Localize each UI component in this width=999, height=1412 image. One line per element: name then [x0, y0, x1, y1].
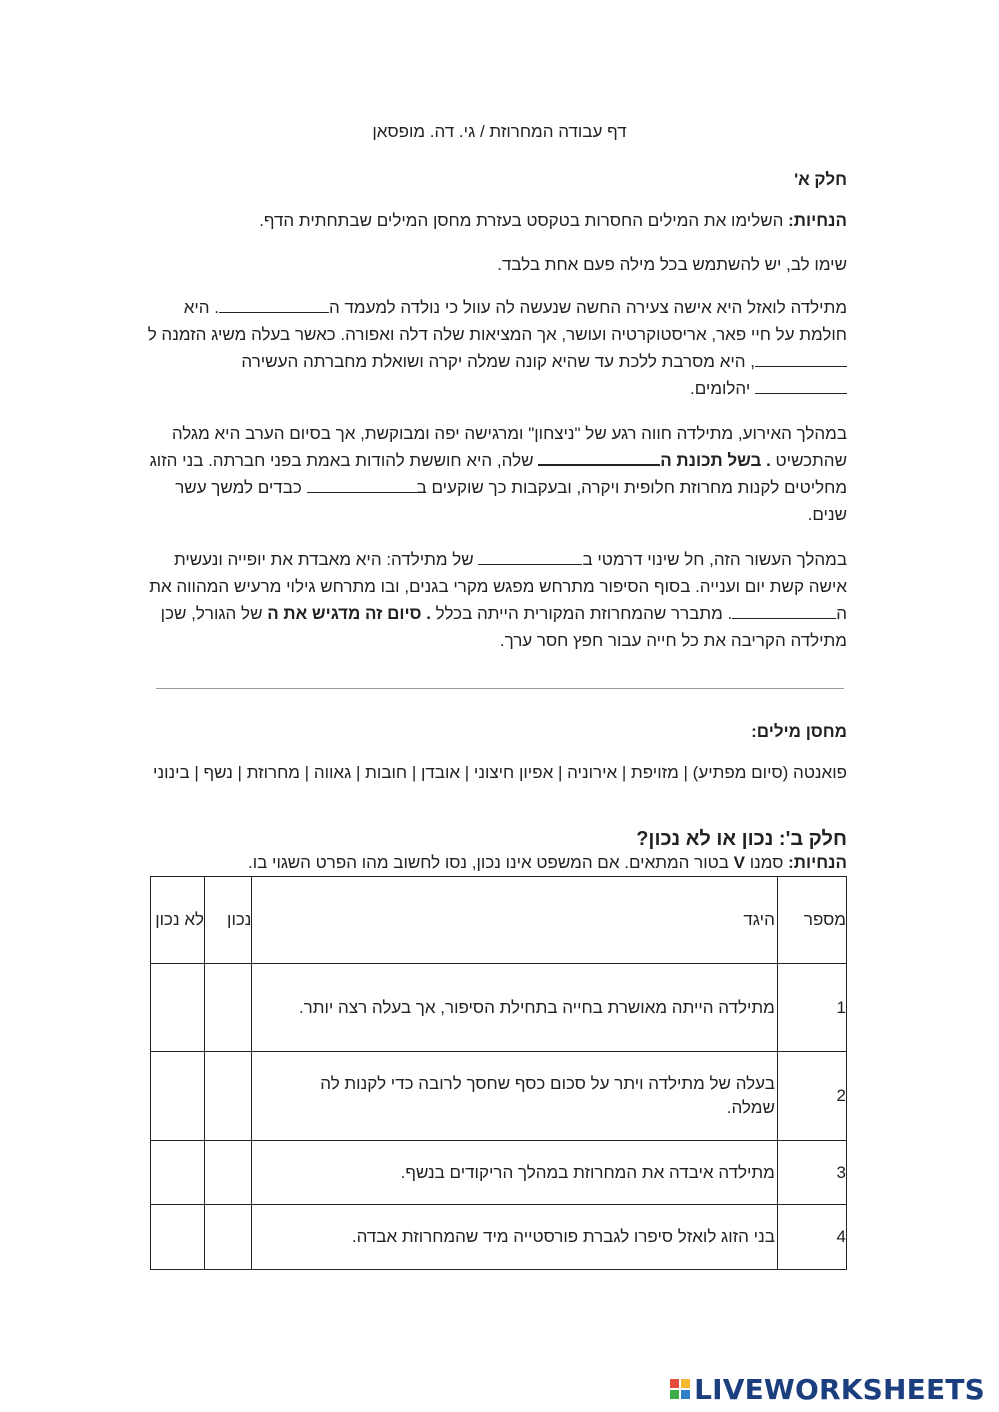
part-a-instructions [147, 207, 847, 234]
blank-4[interactable] [538, 448, 660, 466]
liveworksheets-logo [670, 1374, 985, 1404]
part-b-instructions [127, 851, 847, 875]
blank-7[interactable] [732, 602, 836, 619]
p2-bold-text: . בשל תכונת ה [660, 451, 771, 470]
true-cell[interactable] [205, 1052, 252, 1141]
column-header-false: לא נכון [151, 877, 205, 964]
part-a-note: שימו לב, יש להשתמש בכל מילה פעם אחת בלבד. [497, 255, 847, 274]
blank-5[interactable] [307, 476, 417, 493]
logo-text: LIVEWORKSHEETS [694, 1372, 985, 1406]
false-cell[interactable] [151, 1141, 205, 1205]
logo-square [670, 1390, 679, 1399]
table-row [151, 1205, 847, 1270]
true-cell[interactable] [205, 964, 252, 1052]
table-header-row [151, 877, 847, 964]
row-statement: מתילדה איבדה את המחרוזת במהלך הריקודים בנשף. [252, 1141, 777, 1205]
logo-square [670, 1379, 679, 1388]
false-cell[interactable] [151, 964, 205, 1052]
instructions-label: הנחיות: [788, 853, 847, 872]
blank-1[interactable] [219, 296, 329, 313]
part-a-heading: חלק א' [794, 170, 847, 189]
instructions-text: בטור המתאים. אם המשפט אינו נכון, נסו לחשוב מהו הפרט השגוי בו. [248, 853, 734, 872]
true-cell[interactable] [205, 1141, 252, 1205]
row-number: 3 [777, 1141, 846, 1205]
instructions-text: סמנו [745, 853, 789, 872]
p1-text: יהלומים. [689, 379, 755, 398]
false-cell[interactable] [151, 1205, 205, 1270]
word-bank-heading: מחסן מילים: [751, 722, 847, 741]
row-number: 1 [777, 964, 846, 1052]
instructions-label: הנחיות: [788, 211, 847, 230]
p2-text: שלה, היא חוששת להודות באמת בפני חברתה. בני הזוג מחליטים לקנות מחרוזת חלופית ויקרה, ובעקבות כך שוקעים ב [149, 451, 847, 497]
check-mark-symbol: V [733, 853, 745, 872]
logo-square [681, 1390, 690, 1399]
p3-text: . מתברר שהמחרוזת המקורית הייתה בכלל [430, 604, 733, 623]
row-statement: בעלה של מתילדה ויתר על סכום כסף שחסך לרובה כדי לקנות לה שמלה. [252, 1052, 777, 1141]
word-bank-list: פואנטה (סיום מפתיע) | מזויפת | אירוניה | אפיון חיצוני | אובדן | חובות | גאווה | מחרוזת | נשף | בינוני [153, 763, 847, 782]
paragraph-1 [147, 294, 847, 402]
p2-text: כבדים למשך עשר שנים. [175, 478, 847, 524]
true-cell[interactable] [205, 1205, 252, 1270]
blank-6[interactable] [478, 548, 582, 565]
logo-mark-icon [670, 1379, 690, 1399]
paragraph-3 [147, 546, 847, 654]
p2-text: במהלך האירוע, מתילדה חווה רגע של "ניצחון" ומרגישה יפה ומבוקשת, אך בסיום הערב היא מגלה שהתכשיט [171, 424, 847, 470]
blank-3[interactable] [755, 377, 847, 394]
p3-bold-text: . סיום זה מדגיש את ה [267, 604, 431, 623]
paragraph-2 [147, 420, 847, 528]
column-header-statement: היגד [252, 877, 777, 964]
p3-text: של מתילדה: היא מאבדת את יופייה ונעשית אישה קשת יום וענייה. בסוף הסיפור מתרחש מפגש מקרי בגנים, ובו מתרחש גילוי מרעיש המהווה את ה [149, 550, 847, 623]
row-number: 4 [777, 1205, 846, 1270]
table-row [151, 1052, 847, 1141]
logo-square [681, 1379, 690, 1388]
row-statement: בני הזוג לואזל סיפרו לגברת פורסטייה מיד שהמחרוזת אבדה. [252, 1205, 777, 1270]
p3-text: במהלך העשור הזה, חל שינוי דרמטי ב [582, 550, 847, 569]
blank-2[interactable] [755, 350, 847, 367]
true-false-table [150, 876, 847, 1270]
column-header-true: נכון [205, 877, 252, 964]
false-cell[interactable] [151, 1052, 205, 1141]
row-number: 2 [777, 1052, 846, 1141]
section-divider [156, 688, 844, 689]
p1-text: . היא חולמת על חיי פאר, אריסטוקרטיה ועושר, אך המציאות שלה דלה ואפורה. כאשר בעלה משיג הזמנה ל [147, 298, 847, 344]
column-header-number: מספר [777, 877, 846, 964]
table-row [151, 964, 847, 1052]
row-statement: מתילדה הייתה מאושרת בחייה בתחילת הסיפור, אך בעלה רצה יותר. [252, 964, 777, 1052]
part-b-heading: חלק ב': נכון או לא נכון? [636, 828, 847, 850]
p3-text: של הגורל, שכן מתילדה הקריבה את כל חייה עבור חפץ חסר ערך. [160, 604, 847, 650]
p1-text: מתילדה לואזל היא אישה צעירה החשה שנעשה לה עוול כי נולדה למעמד ה [329, 298, 847, 317]
p1-text: , היא מסרבת ללכת עד שהיא קונה שמלה יקרה ושואלת מחברתה העשירה [241, 352, 755, 371]
instructions-text: השלימו את המילים החסרות בטקסט בעזרת מחסן המילים שבתחתית הדף. [259, 211, 789, 230]
page-title: דף עבודה המחרוזת / גי. דה. מופסאן [372, 122, 627, 141]
table-row [151, 1141, 847, 1205]
